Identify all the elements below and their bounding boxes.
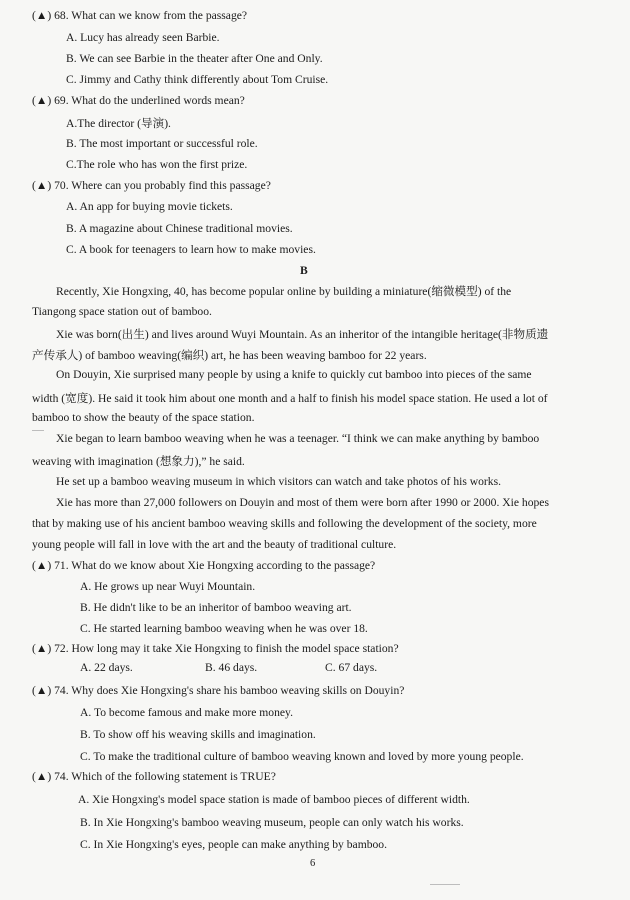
question-70-stem: (▲) 70. Where can you probably find this passage? bbox=[32, 179, 271, 192]
question-70-option-a: A. An app for buying movie tickets. bbox=[66, 200, 233, 213]
passage-line: Xie began to learn bamboo weaving when he was a teenager. “I think we can make anything by bamboo bbox=[56, 432, 540, 445]
passage-line: weaving with imagination (想象力),” he said. bbox=[32, 455, 245, 468]
scan-mark bbox=[32, 430, 44, 431]
passage-line: width (宽度). He said it took him about one month and a half to finish his model space station. He used a lot of bbox=[32, 392, 548, 405]
question-68-option-b: B. We can see Barbie in the theater after One and Only. bbox=[66, 52, 323, 65]
question-68-option-c: C. Jimmy and Cathy think differently about Tom Cruise. bbox=[66, 73, 329, 86]
passage-line: 产传承人) of bamboo weaving(编织) art, he has been weaving bamboo for 22 years. bbox=[32, 349, 427, 362]
page-number: 6 bbox=[310, 858, 316, 869]
question-71-option-c: C. He started learning bamboo weaving when he was over 18. bbox=[80, 622, 368, 635]
passage-line: young people will fall in love with the art and the beauty of traditional culture. bbox=[32, 538, 397, 551]
passage-line: bamboo to show the beauty of the space station. bbox=[32, 411, 255, 424]
question-72-stem: (▲) 72. How long may it take Xie Hongxing to finish the model space station? bbox=[32, 642, 399, 655]
question-72-option-b: B. 46 days. bbox=[205, 661, 258, 674]
passage-line: Xie has more than 27,000 followers on Douyin and most of them were born after 1990 or 2000. Xie hopes bbox=[56, 496, 549, 509]
question-70-option-c: C. A book for teenagers to learn how to make movies. bbox=[66, 243, 316, 256]
question-73-option-b: B. To show off his weaving skills and imagination. bbox=[80, 728, 316, 741]
question-74-option-a: A. Xie Hongxing's model space station is made of bamboo pieces of different width. bbox=[78, 793, 470, 806]
question-69-option-b: B. The most important or successful role. bbox=[66, 137, 258, 150]
question-69-stem: (▲) 69. What do the underlined words mean? bbox=[32, 94, 245, 107]
question-72-option-a: A. 22 days. bbox=[80, 661, 133, 674]
question-74-option-b: B. In Xie Hongxing's bamboo weaving museum, people can only watch his works. bbox=[80, 816, 464, 829]
question-71-option-b: B. He didn't like to be an inheritor of bamboo weaving art. bbox=[80, 601, 352, 614]
passage-line: He set up a bamboo weaving museum in which visitors can watch and take photos of his works. bbox=[56, 475, 501, 488]
question-73-stem: (▲) 74. Why does Xie Hongxing's share his bamboo weaving skills on Douyin? bbox=[32, 684, 405, 697]
passage-line: Xie was born(出生) and lives around Wuyi Mountain. As an inheritor of the intangible heritage(非物质遗 bbox=[56, 328, 549, 341]
question-68-option-a: A. Lucy has already seen Barbie. bbox=[66, 31, 220, 44]
question-72-option-c: C. 67 days. bbox=[325, 661, 378, 674]
passage-line: On Douyin, Xie surprised many people by using a knife to quickly cut bamboo into pieces of the same bbox=[56, 368, 532, 381]
question-69-option-a: A.The director (导演). bbox=[66, 117, 171, 130]
scan-mark bbox=[430, 884, 460, 885]
question-68-stem: (▲) 68. What can we know from the passage? bbox=[32, 9, 248, 22]
question-71-stem: (▲) 71. What do we know about Xie Hongxing according to the passage? bbox=[32, 559, 376, 572]
question-74-stem: (▲) 74. Which of the following statement is TRUE? bbox=[32, 770, 276, 783]
passage-line: Recently, Xie Hongxing, 40, has become popular online by building a miniature(缩微模型) of the bbox=[56, 285, 512, 298]
question-69-option-c: C.The role who has won the first prize. bbox=[66, 158, 248, 171]
passage-line: Tiangong space station out of bamboo. bbox=[32, 305, 212, 318]
section-heading: B bbox=[300, 264, 308, 277]
question-74-option-c: C. In Xie Hongxing's eyes, people can make anything by bamboo. bbox=[80, 838, 388, 851]
question-73-option-c: C. To make the traditional culture of bamboo weaving known and loved by more young people. bbox=[80, 750, 524, 763]
question-71-option-a: A. He grows up near Wuyi Mountain. bbox=[80, 580, 256, 593]
passage-line: that by making use of his ancient bamboo weaving skills and following the development of the society, more bbox=[32, 517, 537, 530]
question-73-option-a: A. To become famous and make more money. bbox=[80, 706, 293, 719]
question-70-option-b: B. A magazine about Chinese traditional movies. bbox=[66, 222, 293, 235]
